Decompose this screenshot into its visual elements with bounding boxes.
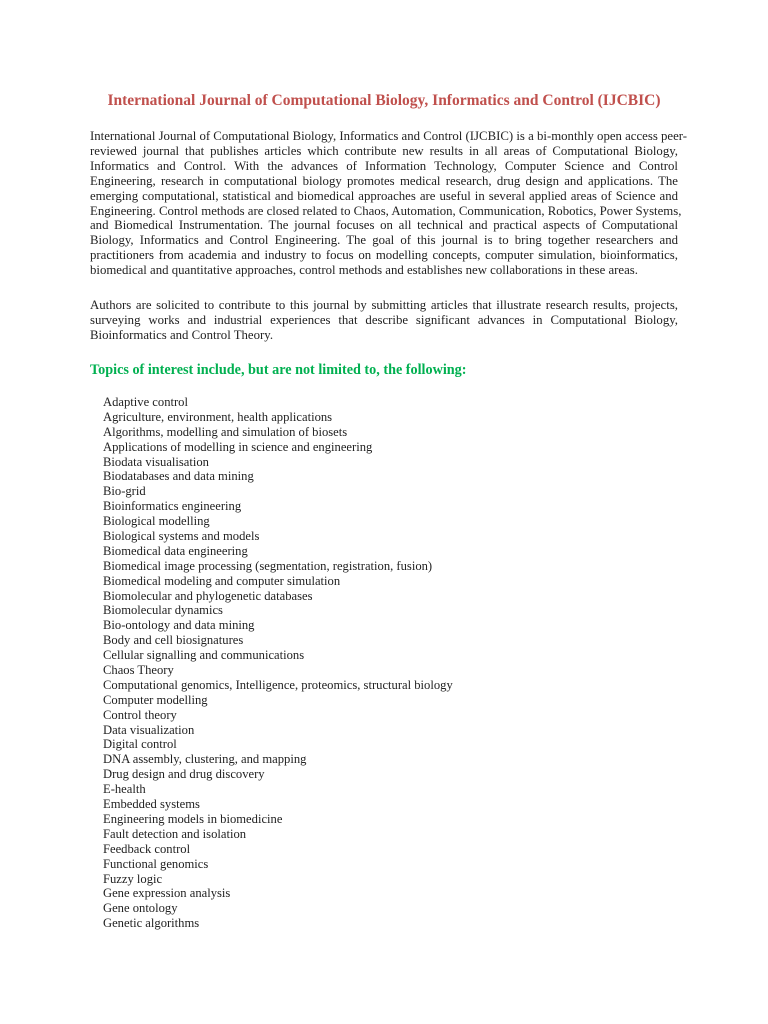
topic-item: Body and cell biosignatures <box>103 633 244 648</box>
intro-line: Biology, Informatics and Control Engineering. The goal of this journal is to bring together researchers and <box>90 233 678 248</box>
topic-item: Biomolecular dynamics <box>103 603 223 618</box>
topic-item: Computational genomics, Intelligence, proteomics, structural biology <box>103 677 453 692</box>
authors-line: surveying works and industrial experiences that describe significant advances in Computational Biology, <box>90 312 678 327</box>
intro-line: emerging computational, statistical and biomedical approaches are useful in several applied areas of Science and <box>90 188 678 203</box>
topic-item: Adaptive control <box>103 395 188 409</box>
intro-line: practitioners from academia and industry to focus on modelling concepts, computer simulation, bioinformatics, <box>90 248 678 263</box>
topic-item: DNA assembly, clustering, and mapping <box>103 752 307 767</box>
intro-line: biomedical and quantitative approaches, control methods and establishes new collaborations in these areas. <box>90 263 638 278</box>
topic-item: Applications of modelling in science and engineering <box>103 439 373 454</box>
topic-item: Feedback control <box>103 841 191 856</box>
topic-item: Drug design and drug discovery <box>103 767 265 782</box>
topic-item: Bio-ontology and data mining <box>103 618 255 633</box>
topic-item: Engineering models in biomedicine <box>103 811 283 826</box>
topic-item: Data visualization <box>103 722 195 737</box>
topic-item: Biomedical modeling and computer simulation <box>103 573 341 588</box>
topic-item: Biological modelling <box>103 514 210 529</box>
topic-item: Control theory <box>103 707 177 722</box>
topic-item: Embedded systems <box>103 797 200 812</box>
topic-item: Biological systems and models <box>103 529 260 544</box>
topic-item: Biomedical data engineering <box>103 543 248 558</box>
intro-line: Informatics and Control. With the advances of Information Technology, Computer Science and Control <box>90 158 678 173</box>
intro-line: International Journal of Computational Biology, Informatics and Control (IJCBIC) is a bi-monthly open access peer- <box>90 129 688 143</box>
topic-item: Biodatabases and data mining <box>103 469 254 484</box>
topic-item: Algorithms, modelling and simulation of biosets <box>103 424 348 439</box>
topic-item: Computer modelling <box>103 692 208 707</box>
topic-item: Digital control <box>103 737 177 752</box>
intro-line: and Biomedical Instrumentation. The journal focuses on all technical and practical aspects of Computational <box>90 218 678 233</box>
topic-item: Agriculture, environment, health applications <box>103 409 333 424</box>
topic-item: Biomolecular and phylogenetic databases <box>103 588 313 603</box>
authors-line: Bioinformatics and Control Theory. <box>90 327 274 342</box>
intro-line: reviewed journal that publishes articles which contribute new results in all areas of Computational Biology, <box>90 143 678 158</box>
topic-item: Bio-grid <box>103 484 146 499</box>
topic-item: E-health <box>103 782 146 797</box>
intro-paragraph <box>90 129 688 278</box>
authors-paragraph <box>90 298 678 343</box>
topic-item: Gene ontology <box>103 901 178 916</box>
topics-list <box>103 395 453 931</box>
topic-item: Chaos Theory <box>103 663 174 678</box>
topic-item: Bioinformatics engineering <box>103 499 242 514</box>
topic-item: Biomedical image processing (segmentation, registration, fusion) <box>103 558 433 573</box>
topic-item: Functional genomics <box>103 856 209 871</box>
authors-line: Authors are solicited to contribute to this journal by submitting articles that illustrate research results, projects, <box>90 298 678 312</box>
topic-item: Genetic algorithms <box>103 916 200 931</box>
topic-item: Fuzzy logic <box>103 871 163 886</box>
intro-line: Engineering. Control methods are closed related to Chaos, Automation, Communication, Robotics, Power Systems, <box>90 203 682 218</box>
topic-item: Biodata visualisation <box>103 454 209 469</box>
topic-item: Cellular signalling and communications <box>103 648 305 663</box>
topics-heading: Topics of interest include, but are not limited to, the following: <box>90 362 467 378</box>
document-title: International Journal of Computational Biology, Informatics and Control (IJCBIC) <box>107 92 661 109</box>
topic-item: Fault detection and isolation <box>103 826 247 841</box>
intro-line: Engineering, research in computational biology promotes medical research, drug design and applications. The <box>90 173 678 188</box>
topic-item: Gene expression analysis <box>103 886 231 901</box>
